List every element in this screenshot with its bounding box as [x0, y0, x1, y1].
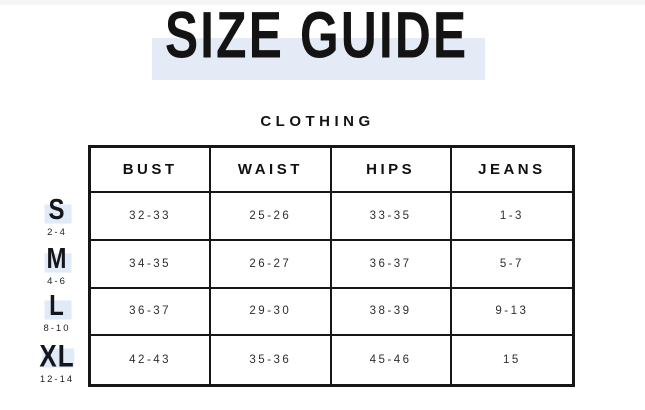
size-label-xl — [26, 337, 88, 385]
cell-xl-jeans: 15 — [502, 354, 521, 367]
size-range: 12-14 — [39, 374, 75, 385]
column-header-hips: HIPS — [332, 148, 452, 193]
cell-s-waist: 25-26 — [211, 193, 331, 241]
size-letter: XL — [39, 337, 75, 374]
size-letter: M — [47, 245, 68, 274]
page-title: SIZE GUIDE — [164, 0, 469, 72]
size-range: 4-6 — [47, 276, 67, 287]
cell-s-jeans: 1-3 — [452, 193, 572, 241]
column-header-bust: BUST — [91, 148, 211, 193]
cell-xl-waist: 35-36 — [211, 336, 331, 384]
cell-s-bust: 32-33 — [91, 193, 211, 241]
size-chart-table — [88, 145, 575, 387]
size-label-l — [26, 289, 88, 334]
cell-m-hips: 36-37 — [332, 241, 452, 289]
size-label-s — [26, 193, 88, 238]
size-range: 8-10 — [43, 323, 71, 334]
section-subtitle: CLOTHING — [260, 113, 375, 130]
size-letter: S — [48, 196, 65, 225]
cell-l-waist: 29-30 — [211, 289, 331, 337]
column-header-jeans: JEANS — [452, 148, 572, 193]
cell-s-hips: 33-35 — [332, 193, 452, 241]
cell-m-bust: 34-35 — [91, 241, 211, 289]
size-label-m — [26, 242, 88, 287]
column-header-waist: WAIST — [211, 148, 331, 193]
cell-l-hips: 38-39 — [332, 289, 452, 337]
cell-l-jeans: 9-13 — [452, 289, 572, 337]
cell-xl-hips: 45-46 — [332, 336, 452, 384]
size-letter: L — [49, 292, 65, 321]
size-range: 2-4 — [47, 227, 67, 238]
cell-l-bust: 36-37 — [91, 289, 211, 337]
cell-m-jeans: 5-7 — [452, 241, 572, 289]
cell-m-waist: 26-27 — [211, 241, 331, 289]
cell-xl-bust: 42-43 — [91, 336, 211, 384]
